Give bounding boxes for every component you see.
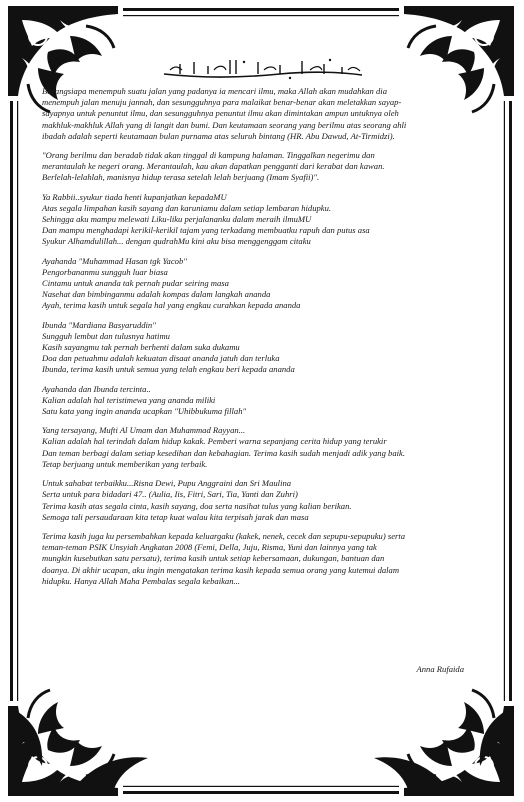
text-line: Yang tersayang, Mufti Al Umam dan Muhammad Rayyan... [42, 425, 246, 436]
text-line: Ibunda "Mardiana Basyaruddin" [42, 319, 156, 330]
text-line: Nasehat dan bimbinganmu adalah kompas dalam langkah ananda [42, 289, 271, 300]
text-line: Untuk sahabat terbaikku...Risna Dewi, Pupu Anggraini dan Sri Maulina [42, 478, 292, 489]
text-line: Satu kata yang ingin ananda ucapkan "Uhibbukuma fillah" [42, 406, 247, 417]
text-line: Ayah, terima kasih untuk segala hal yang engkau curahkan kepada ananda [42, 300, 301, 311]
text-line: ibadah adalah seperti keutamaan bulan purnama atas seluruh bintang (HR. Abu Dawud, At-Tirmidzi). [42, 130, 395, 141]
paragraph [42, 256, 478, 312]
paragraph [42, 384, 478, 418]
paragraph [42, 320, 478, 376]
text-line: Sehingga aku mampu melewati Liku-liku perjalananku dalam meraih ilmuMU [42, 214, 312, 225]
text-line: makhluk-makhluk Allah yang di langit dan bumi. Dan keutamaan seorang yang berilmu atas seorang ahli [42, 119, 407, 130]
text-line: teman-teman PSIK Unsyiah Angkatan 2008 (Femi, Della, Juju, Risma, Yuni dan lainnya yang tak [42, 542, 377, 553]
text-line: Dan teman berbagi dalam setiap kesedihan dan kebahagian. Terima kasih sudah menjadi adik yang baik. [42, 447, 405, 458]
text-line: Ayahanda "Muhammad Hasan tgk Yacob" [42, 255, 187, 266]
text-line: Kasih sayangmu tak pernah berhenti dalam suka dukamu [42, 342, 240, 353]
text-line: menempuh jalan menuju jannah, dan sesungguhnya para malaikat benar-benar akan meletakkan sayap- [42, 97, 402, 108]
text-line: Dan mampu menghadapi kerikil-kerikil tajam yang terkadang membuatku rapuh dan putus asa [42, 225, 370, 236]
paragraph [42, 192, 478, 248]
text-line: Kalian adalah hal teristimewa yang ananda miliki [42, 394, 216, 405]
text-line: Terima kasih juga ku persembahkan kepada keluargaku (kakek, nenek, cecek dan sepupu-sepupuku) serta [42, 530, 406, 541]
text-line: Sungguh lembut dan tulusnya hatimu [42, 330, 170, 341]
text-line: hidupku. Hanya Allah Maha Pembalas segala kebaikan... [42, 575, 240, 586]
text-line: Serta untuk para bidadari 47.. (Aulia, Iis, Fitri, Sari, Tia, Yanti dan Zuhri) [42, 489, 298, 500]
paragraph [42, 478, 478, 523]
text-line: Tetap berjuang untuk memberikan yang terbaik. [42, 458, 208, 469]
text-line: "Orang berilmu dan beradab tidak akan tinggal di kampung halaman. Tinggalkan negerimu dan [42, 150, 375, 161]
text-line: Ya Rabbii..syukur tiada henti kupanjatkan kepadaMU [42, 191, 227, 202]
text-line: Barangsiapa menempuh suatu jalan yang padanya ia mencari ilmu, maka Allah akan mudahkan dia [42, 86, 387, 96]
paragraph [42, 531, 478, 587]
text-line: Doa dan petuahmu adalah kekuatan disaat ananda jatuh dan terluka [42, 353, 280, 364]
acknowledgement-text [42, 86, 478, 595]
text-line: Ibunda, terima kasih untuk semua yang telah engkau beri kepada ananda [42, 364, 295, 375]
paragraph [42, 150, 478, 184]
text-line: Pengorbananmu sungguh luar biasa [42, 266, 168, 277]
text-line: sayapnya untuk penuntut ilmu, dan sesungguhnya penuntut ilmu akan dimintakan ampun untuknya oleh [42, 108, 399, 119]
text-line: Kalian adalah hal terindah dalam hidup kakak. Pemberi warna sepanjang cerita hidup yang terukir [42, 436, 387, 447]
paragraph [42, 86, 478, 142]
bismillah-calligraphy-icon [160, 56, 366, 80]
text-line: Berlelah-lelahlah, manisnya hidup terasa setelah lelah berjuang (Imam Syafii)". [42, 172, 320, 183]
text-line: Semoga tali persaudaraan kita tetap kuat walau kita terpisah jarak dan masa [42, 511, 309, 522]
signature: Anna Rufaida [416, 664, 464, 674]
text-line: Terima kasih atas segala cinta, kasih sayang, doa serta nasihat tulus yang kalian berikan. [42, 500, 352, 511]
text-line: Syukur Alhamdulillah... dengan qudrahMu kini aku bisa menggenggam citaku [42, 236, 311, 247]
text-line: mungkin kusebutkan satu persatu), terima kasih untuk setiap kebersamaan, dukungan, bantuan dan [42, 553, 385, 564]
text-line: merantaulah ke negeri orang. Merantaulah, kau akan dapatkan pengganti dari kerabat dan kawan. [42, 161, 385, 172]
text-line: Cintamu untuk ananda tak pernah pudar seiring masa [42, 278, 229, 289]
text-line: doanya. Di akhir ucapan, aku ingin mengatakan terima kasih kepada semua orang yang kutemui dalam [42, 564, 400, 575]
paragraph [42, 425, 478, 470]
text-line: Ayahanda dan Ibunda tercinta.. [42, 383, 151, 394]
text-line: Atas segala limpahan kasih sayang dan karuniamu dalam setiap lembaran hidupku. [42, 202, 332, 213]
